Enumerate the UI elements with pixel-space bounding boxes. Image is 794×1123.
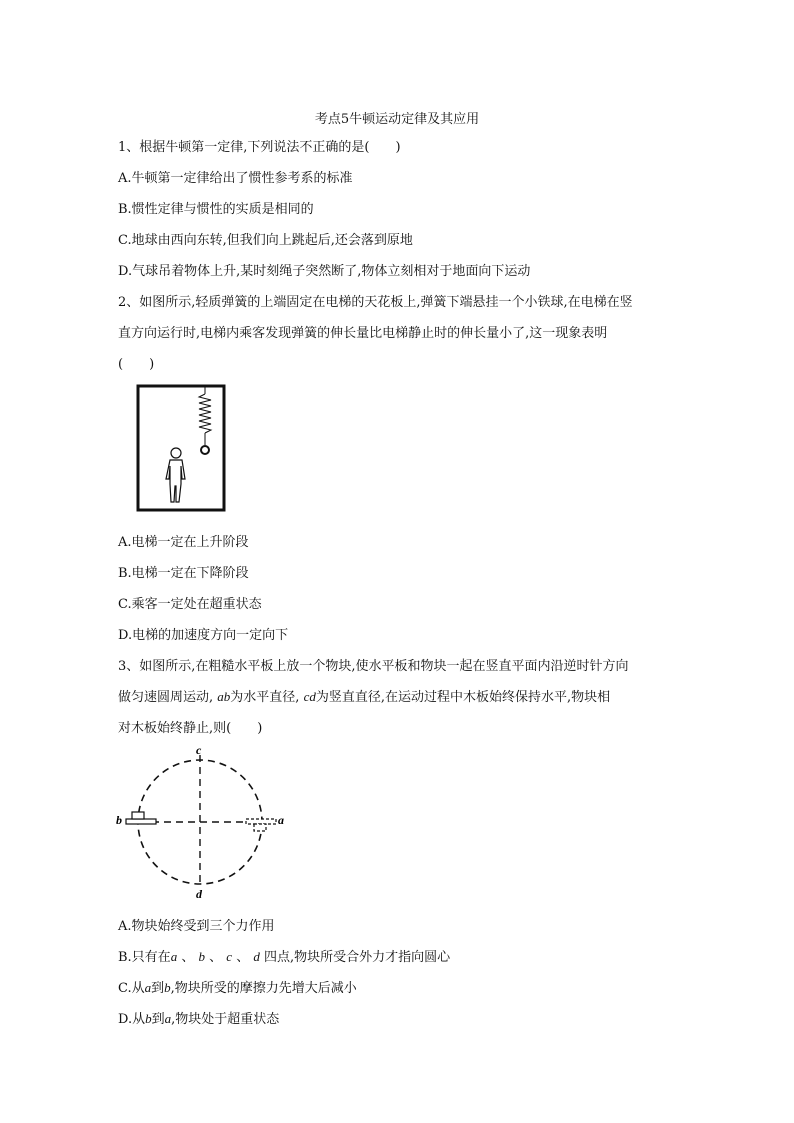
question-1-option-b: B.惯性定律与惯性的实质是相同的 — [118, 202, 314, 217]
label-d: d — [196, 887, 202, 900]
question-2-stem-line1: 2、如图所示,轻质弹簧的上端固定在电梯的天花板上,弹簧下端悬挂一个小铁球,在电梯在竖 — [118, 295, 633, 310]
question-3-option-c: C.从a到b,物块所受的摩擦力先增大后减小 — [118, 980, 357, 996]
question-3-stem-line2: 做匀速圆周运动, ab为水平直径, cd为竖直直径,在运动过程中木板始终保持水平,物块相 — [118, 689, 611, 705]
question-3-option-b: B.只有在a 、 b 、 c 、 d 四点,物块所受合外力才指向圆心 — [118, 949, 451, 965]
spring-icon — [199, 387, 211, 445]
question-3-stem-line1: 3、如图所示,在粗糙水平板上放一个物块,使水平板和物块一起在竖直平面内沿逆时针方向 — [118, 659, 629, 674]
question-3-stem-line3: 对木板始终静止,则( ) — [118, 721, 263, 736]
block-right — [254, 824, 266, 831]
elevator-figure — [136, 384, 228, 514]
question-1-option-c: C.地球由西向东转,但我们向上跳起后,还会落到原地 — [118, 233, 413, 248]
elevator-box — [138, 386, 224, 510]
question-2-option-a: A.电梯一定在上升阶段 — [118, 535, 249, 550]
label-a: a — [278, 813, 284, 827]
question-1-stem: 1、根据牛顿第一定律,下列说法不正确的是( ) — [118, 140, 401, 155]
question-1-option-d: D.气球吊着物体上升,某时刻绳子突然断了,物体立刻相对于地面向下运动 — [118, 264, 531, 279]
passenger-icon — [166, 448, 185, 502]
question-2-option-d: D.电梯的加速度方向一定向下 — [118, 628, 289, 643]
circle-figure — [112, 745, 292, 900]
label-c: c — [196, 745, 202, 757]
question-2-option-c: C.乘客一定处在超重状态 — [118, 597, 262, 612]
board-right — [246, 819, 276, 824]
board-left — [126, 819, 156, 824]
question-3-option-a: A.物块始终受到三个力作用 — [118, 919, 275, 934]
block-left — [132, 812, 144, 819]
page-title: 考点5牛顿运动定律及其应用 — [314, 112, 480, 127]
question-2-stem-line2: 直方向运行时,电梯内乘客发现弹簧的伸长量比电梯静止时的伸长量小了,这一现象表明 — [118, 326, 608, 341]
question-3-option-d: D.从b到a,物块处于超重状态 — [118, 1011, 280, 1027]
question-2-option-b: B.电梯一定在下降阶段 — [118, 566, 249, 581]
label-b: b — [116, 813, 122, 827]
diameter-ab: ab — [217, 689, 231, 704]
question-2-stem-line3: ( ) — [118, 357, 155, 372]
question-1-option-a: A.牛顿第一定律给出了惯性参考系的标准 — [118, 171, 353, 186]
iron-ball-icon — [201, 446, 209, 454]
diameter-cd: cd — [303, 689, 316, 704]
